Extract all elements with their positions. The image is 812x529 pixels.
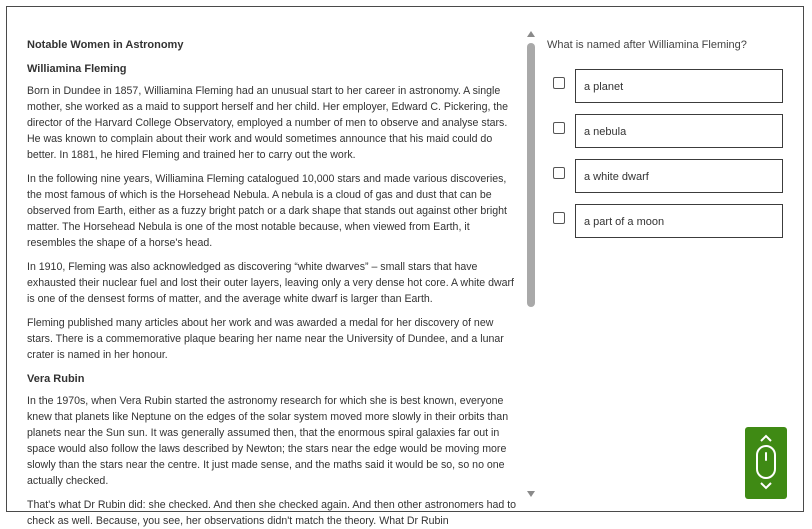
answer-checkbox[interactable] (553, 212, 565, 224)
passage-paragraph: Fleming published many articles about her work and was awarded a medal for her discovery of new stars. There is a commemorative plaque bearing her name near the University of Dundee, and a lunar crater is named in her honour. (27, 317, 504, 361)
passage-scrollbar[interactable] (525, 29, 537, 499)
scroll-navigation-widget[interactable] (745, 427, 787, 499)
passage-paragraph: In 1910, Fleming was also acknowledged as discovering “white dwarves” – small stars that have exhausted their nuclear fuel and lost their outer layers, leaving only a very dense hot core. A white dwarf is one of the densest forms of matter, and the average white dwarf is larger than Earth. (27, 261, 515, 305)
answer-option-label[interactable]: a white dwarf (575, 159, 783, 193)
scrollbar-thumb[interactable] (527, 43, 535, 307)
answer-option-label[interactable]: a part of a moon (575, 204, 783, 238)
answer-option-3[interactable] (553, 159, 783, 193)
section-heading-rubin: Vera Rubin (27, 373, 85, 385)
page-frame (6, 6, 804, 527)
passage-title: Notable Women in Astronomy (27, 39, 184, 51)
scroll-up-arrow-icon[interactable] (527, 31, 535, 37)
question-text: What is named after Williamina Fleming? (547, 39, 747, 51)
mouse-scroll-icon (745, 427, 787, 499)
passage-paragraph: That's what Dr Rubin did: she checked. And then she checked again. And then other astronomers had to check as well. Because, you see, her observations didn't match the theory. What Dr Rubin (27, 499, 517, 527)
scroll-down-arrow-icon[interactable] (527, 491, 535, 497)
answer-option-label[interactable]: a nebula (575, 114, 783, 148)
answer-checkbox[interactable] (553, 77, 565, 89)
answer-checkbox[interactable] (553, 167, 565, 179)
passage-paragraph: Born in Dundee in 1857, Williamina Fleming had an unusual start to her career in astronomy. A single mother, she worked as a maid to support herself and her child. Her employer, Edward C. Pickering, the director of the Harvard College Observatory, employed a number of men to observe and analyse stars. He was known to complain about their work and would sometimes announce that his maid could do better. In 1881, he hired Fleming and trained her to carry out the work. (27, 85, 509, 161)
answer-option-label[interactable]: a planet (575, 69, 783, 103)
section-heading-fleming: Williamina Fleming (27, 63, 127, 75)
answer-option-2[interactable] (553, 114, 783, 148)
passage-paragraph: In the following nine years, Williamina Fleming catalogued 10,000 stars and made various discoveries, the most famous of which is the Horsehead Nebula. A nebula is a cloud of gas and dust that can be observed from Earth, either as a fuzzy bright patch or a dark shape that stands out against other bright matter. The Horsehead Nebula is one of the most notable because, when viewed from Earth, it resembles the shape of a horse's head. (27, 173, 507, 249)
answer-checkbox[interactable] (553, 122, 565, 134)
passage-paragraph: In the 1970s, when Vera Rubin started the astronomy research for which she is best known, everyone knew that planets like Neptune on the edges of the solar system moved more slowly in their orbits than planets near the Sun sun. It was generally assumed then, that the enormous spiral galaxies far out in space would also follow the laws described by Newton; the stars near the edge would be moving more slowly than the stars near the centre. It just made sense, and the maths said it would be so, so no one actually checked. (27, 395, 509, 487)
reading-passage (27, 27, 519, 527)
answer-option-1[interactable] (553, 69, 783, 103)
answer-option-4[interactable] (553, 204, 783, 238)
